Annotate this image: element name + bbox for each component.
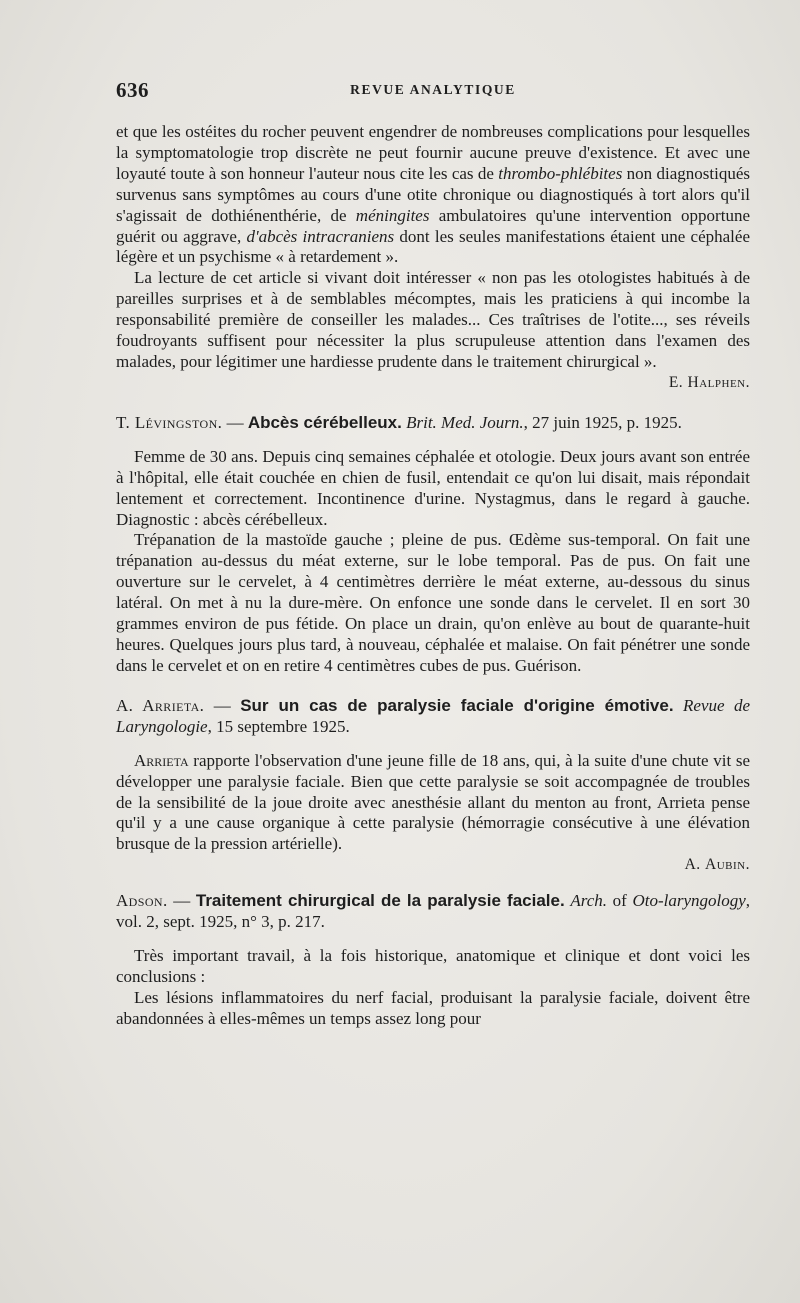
article-paragraph: Femme de 30 ans. Depuis cinq semaines céphalée et otologie. Deux jours avant son entrée à l'hôpital, elle était couchée en chien de fusil, entendait ce qu'on lui disait, mais répondait lentement et correctement. Incontinence d'urine. Nystagmus, dans le regard à gauche. Diagnostic : abcès cérébelleux.: [116, 446, 750, 529]
article-paragraph: Très important travail, à la fois historique, anatomique et clinique et dont voici les conclusions :: [116, 946, 750, 987]
article-journal: Revue de Laryngologie: [116, 695, 751, 736]
article-title: Sur un cas de paralysie faciale d'origine émotive.: [240, 695, 674, 715]
page-header: [116, 78, 750, 102]
reviewer-signature: E. Halphen.: [668, 373, 750, 391]
reviewer-signature: A. Aubin.: [684, 856, 750, 874]
article-paragraph: Arrieta rapporte l'observation d'une jeune fille de 18 ans, qui, à la suite d'une chute vit se développer une paralysie faciale. Bien que cette paralysie se soit accompagnée de troubles de la sensibilité de la joue droite avec anesthésie allant du menton au front, Arrieta pense qu'il y a une cause organique à cette paralysie (hémorragie consécutive à une élévation brusque de la pression artérielle).: [116, 750, 750, 854]
article-continuation-paragraph: et que les ostéites du rocher peuvent engendrer de nombreuses complications pour lesquelles la symptomatologie trop discrète ne peut fournir aucune preuve d'existence. Et avec une loyauté toute à son honneur l'auteur nous cite les cas de thrombo-phlébites non diagnostiqués survenus sans symptômes au cours d'une otite chronique ou diagnostiqués à tort alors qu'il s'agissait de dothiénenthérie, de méningites ambulatoires qu'une intervention opportune guérit ou aggrave, d'abcès intracraniens dont les seules manifestations étaient une céphalée légère et un psychisme « à retardement ».: [116, 122, 750, 267]
article-continuation-paragraph-2: La lecture de cet article si vivant doit intéresser « non pas les otologistes habitués à de pareilles surprises et à de semblables mécomptes, mais les praticiens à qui incombe la responsabilité première de conseiller les malades... Ces traîtrises de l'otite..., ses réveils foudroyants suffisent pour nécessiter la plus scrupuleuse attention dans l'examen des malades, pour légitimer une hardiesse prudente dans le traitement chirurgical ».: [116, 268, 750, 371]
article-journal: Arch.: [570, 891, 607, 911]
article-author: Adson.: [116, 891, 168, 911]
article-reference: A. Arrieta. — Sur un cas de paralysie faciale d'origine émotive. Revue de Laryngologie, 15 septembre 1925.: [116, 695, 751, 736]
article-paragraph: Trépanation de la mastoïde gauche ; pleine de pus. Œdème sus-temporal. On fait une trépanation au-dessus du méat externe, sur le lobe temporal. Pas de pus. On fait une ouverture sur le cervelet, à 4 centimètres derrière le méat externe, au-dessous du sinus latéral. On met à nu la dure-mère. On enfonce une sonde dans le cervelet. Il en sort 30 grammes environ de pus fétide. On place un drain, qu'on enlève au bout de quarante-huit heures. Quelques jours plus tard, à nouveau, céphalée et malaise. On fait pénétrer une sonde dans le cervelet et on en retire 4 centimètres cubes de pus. Guérison.: [116, 530, 750, 675]
article-title: Abcès cérébelleux.: [247, 412, 402, 432]
article-journal: Brit. Med. Journ.: [406, 412, 524, 432]
page-body: [116, 122, 750, 1030]
page-number: 636: [116, 78, 149, 102]
article-author: T. Lévingston.: [116, 412, 223, 432]
article-reference: Adson. — Traitement chirurgical de la paralysie faciale. Arch. of Oto-laryngology, vol. 2, sept. 1925, n° 3, p. 217.: [116, 891, 751, 932]
article-author: A. Arrieta.: [116, 695, 205, 715]
article-reference: T. Lévingston. — Abcès cérébelleux. Brit. Med. Journ., 27 juin 1925, p. 1925.: [116, 412, 682, 432]
article-title: Traitement chirurgical de la paralysie faciale.: [195, 891, 565, 911]
article-paragraph: Les lésions inflammatoires du nerf facial, produisant la paralysie faciale, doivent être abandonnées à elles-mêmes un temps assez long pour: [116, 988, 750, 1028]
running-title: REVUE ANALYTIQUE: [350, 82, 516, 97]
